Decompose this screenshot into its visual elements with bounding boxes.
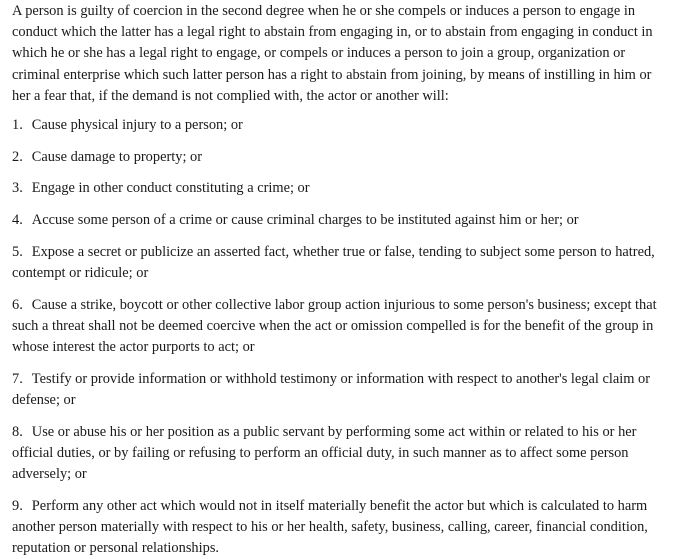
item-text: Accuse some person of a crime or cause criminal charges to be instituted against him or her; or: [31, 212, 579, 229]
item-number: 3.: [12, 180, 23, 197]
item-text: Perform any other act which would not in itself materially benefit the actor but which is calculated to harm another person materially with respect to his or her health, safety, business, calling, career, financial condition, reputation or personal relationships.: [12, 497, 648, 557]
list-item-3: [12, 178, 671, 199]
item-number: 9.: [12, 497, 23, 514]
item-number: 7.: [12, 370, 23, 387]
list-item-7: [12, 369, 671, 411]
item-text: Expose a secret or publicize an asserted fact, whether true or false, tending to subject some person to hatred, contempt or ridicule; or: [12, 243, 655, 282]
item-number: 1.: [12, 117, 23, 134]
item-number: 8.: [12, 423, 23, 440]
list-item-2: [12, 147, 671, 168]
item-text: Cause damage to property; or: [31, 148, 203, 165]
item-text: Engage in other conduct constituting a crime; or: [31, 180, 310, 197]
list-item-5: [12, 242, 671, 284]
item-number: 4.: [12, 212, 23, 229]
list-item-6: [12, 295, 671, 359]
list-item-9: [12, 496, 671, 559]
item-number: 6.: [12, 296, 23, 313]
list-item-8: [12, 422, 671, 486]
intro-paragraph: A person is guilty of coercion in the second degree when he or she compels or induces a person to engage in conduct which the latter has a legal right to abstain from engaging in, or to abstain from engaging in conduct in which he or she has a legal right to engage, or compels or induces a person to join a group, organization or criminal enterprise which such latter person has a right to abstain from joining, by means of instilling in him or her a fear that, if the demand is not complied with, the actor or another will:: [12, 3, 653, 104]
item-text: Cause a strike, boycott or other collective labor group action injurious to some person's business; except that such a threat shall not be deemed coercive when the act or omission compelled is for the benefit of the group in whose interest the actor purports to act; or: [12, 296, 657, 356]
item-text: Testify or provide information or withhold testimony or information with respect to another's legal claim or defense; or: [12, 370, 651, 409]
item-text: Use or abuse his or her position as a public servant by performing some act within or related to his or her official duties, or by failing or refusing to perform an official duty, in such manner as to affect some person adversely; or: [12, 423, 637, 483]
list-item-4: [12, 210, 671, 231]
list-item-1: [12, 115, 671, 136]
item-text: Cause physical injury to a person; or: [31, 117, 243, 134]
item-number: 5.: [12, 243, 23, 260]
item-number: 2.: [12, 148, 23, 165]
